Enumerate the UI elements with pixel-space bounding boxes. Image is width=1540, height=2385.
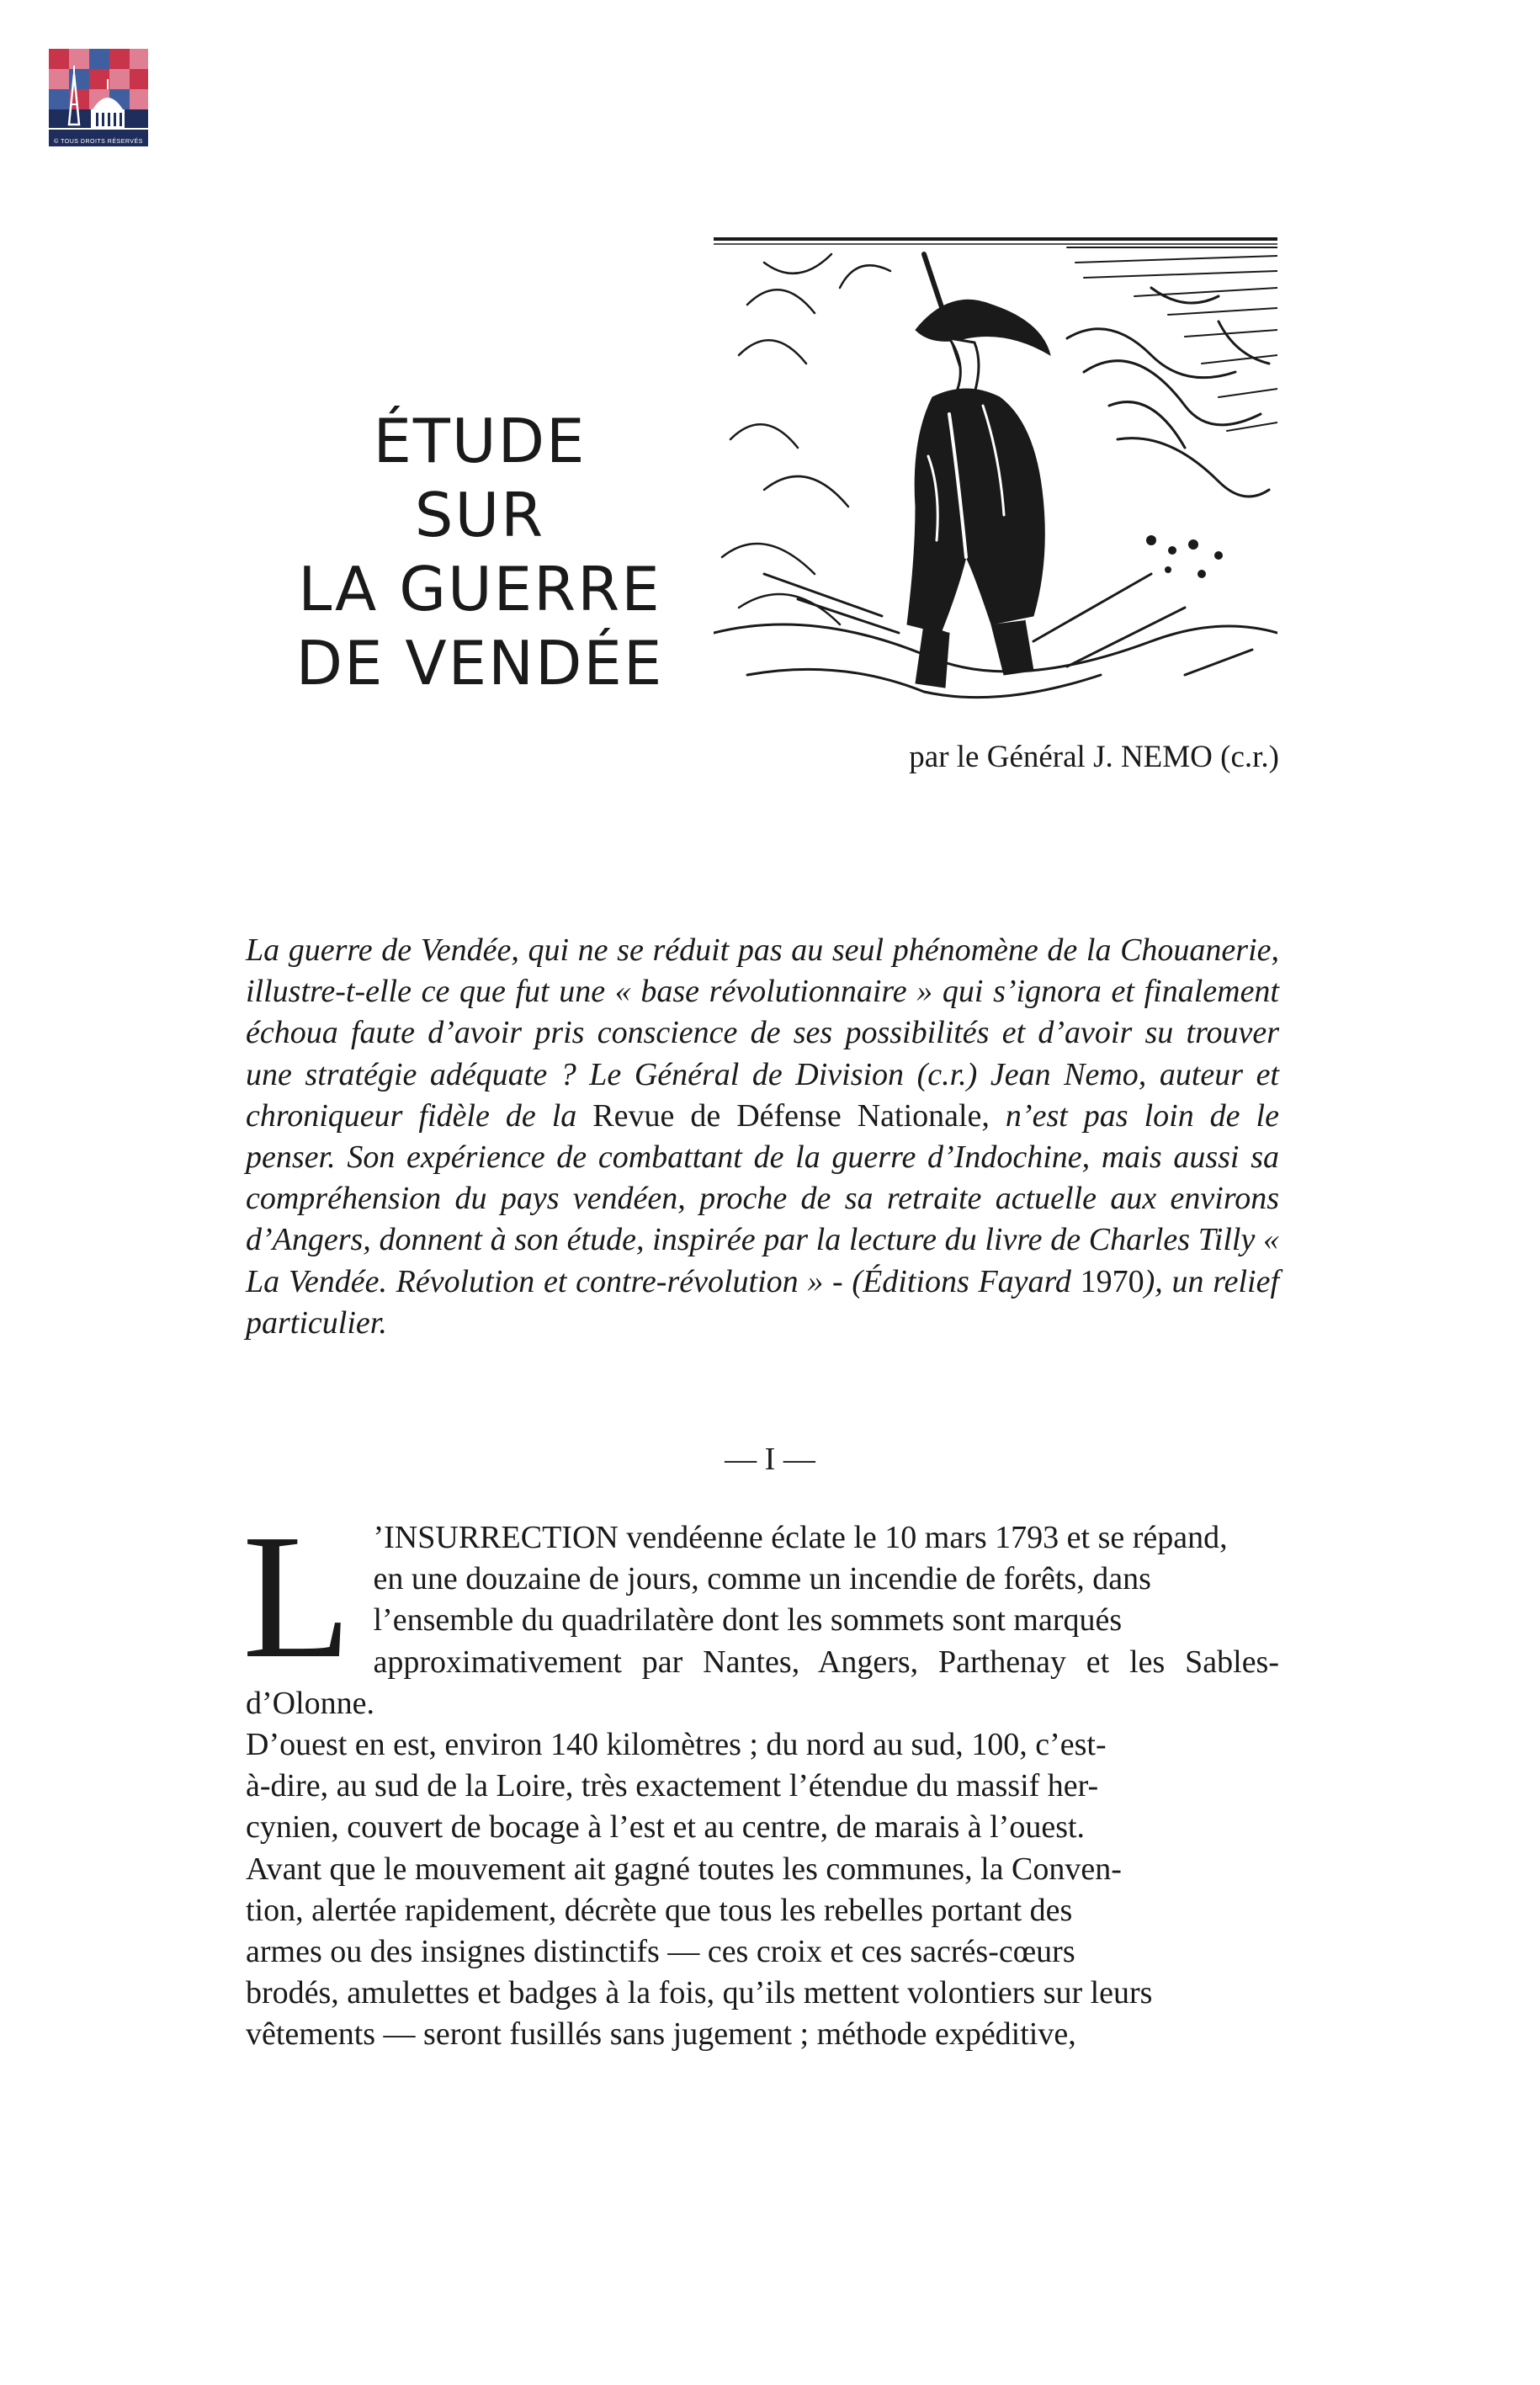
body-line: armes ou des insignes distinctifs — ces croix et ces sacrés-cœurs bbox=[246, 1934, 1075, 1970]
section-heading: — I — bbox=[725, 1442, 815, 1477]
publication-year: 1970 bbox=[1080, 1263, 1144, 1299]
body-line: à-dire, au sud de la Loire, très exactement l’étendue du massif her- bbox=[246, 1768, 1099, 1804]
article-title bbox=[252, 404, 707, 700]
title-line: DE VENDÉE bbox=[295, 628, 664, 699]
body-line: vêtements — seront fusillés sans jugement ; méthode expéditive, bbox=[246, 2016, 1076, 2053]
body-paragraph bbox=[242, 1497, 1279, 2056]
drop-cap: L bbox=[242, 1497, 352, 1695]
body-line: D’ouest en est, environ 140 kilomètres ; du nord au sud, 100, c’est- bbox=[246, 1727, 1107, 1763]
abstract-text: ), un relief particulier. bbox=[246, 1263, 1280, 1341]
body-line: brodés, amulettes et badges à la fois, qu’ils mettent volontiers sur leurs bbox=[246, 1975, 1153, 2011]
abstract-text: La guerre de Vendée, qui ne se réduit pas au seul phénomène de la Chouanerie, illustre-t-elle ce que fut une « base révolutionnaire » qui s’ignora et finalement échoua faute d’avoir pris conscience de ses possibilités et d’avoir su trouver une stratégie adéquate ? Le Général de Division (c.r.) Jean Nemo, auteur et chroniqueur fidèle de la bbox=[246, 932, 1279, 1134]
vendeen-soldier-illustration bbox=[714, 237, 1277, 715]
body-line: tion, alertée rapidement, décrète que tous les rebelles portant des bbox=[246, 1892, 1073, 1928]
title-line: LA GUERRE bbox=[298, 554, 661, 624]
body-line: cynien, couvert de bocage à l’est et au centre, de marais à l’ouest. bbox=[246, 1809, 1086, 1846]
body-line: l’ensemble du quadrilatère dont les sommets sont marqués bbox=[373, 1602, 1123, 1639]
engraving bbox=[714, 237, 1277, 715]
body-line: en une douzaine de jours, comme un incendie de forêts, dans bbox=[373, 1561, 1151, 1597]
journal-name: Revue de Défense Nationale, bbox=[592, 1097, 990, 1134]
body-line: approximativement par Nantes, Angers, Parthenay et les Sables-d’Olonne. bbox=[246, 1644, 1279, 1721]
logo-caption: © TOUS DROITS RÉSERVÉS bbox=[54, 139, 143, 145]
title-line: SUR bbox=[414, 480, 545, 550]
logo-emblem bbox=[49, 49, 148, 146]
publisher-logo bbox=[49, 49, 148, 146]
body-line: ’INSURRECTION vendéenne éclate le 10 mars 1793 et se répand, bbox=[373, 1520, 1228, 1555]
author-byline: par le Général J. NEMO (c.r.) bbox=[909, 740, 1279, 774]
body-line: Avant que le mouvement ait gagné toutes les communes, la Conven- bbox=[246, 1851, 1122, 1887]
abstract-paragraph bbox=[246, 930, 1279, 1344]
abstract-text: n’est pas loin de le penser. Son expérience de combattant de la guerre d’Indochine, mais aussi sa compréhension du pays vendéen, proche de sa retraite actuelle aux environs d’Angers, donnent à son étude, inspirée par la lecture du livre de Charles Tilly « La Vendée. Révolution et contre-révolution » - (Éditions Fayard bbox=[246, 1097, 1279, 1299]
title-line: ÉTUDE bbox=[373, 406, 587, 476]
